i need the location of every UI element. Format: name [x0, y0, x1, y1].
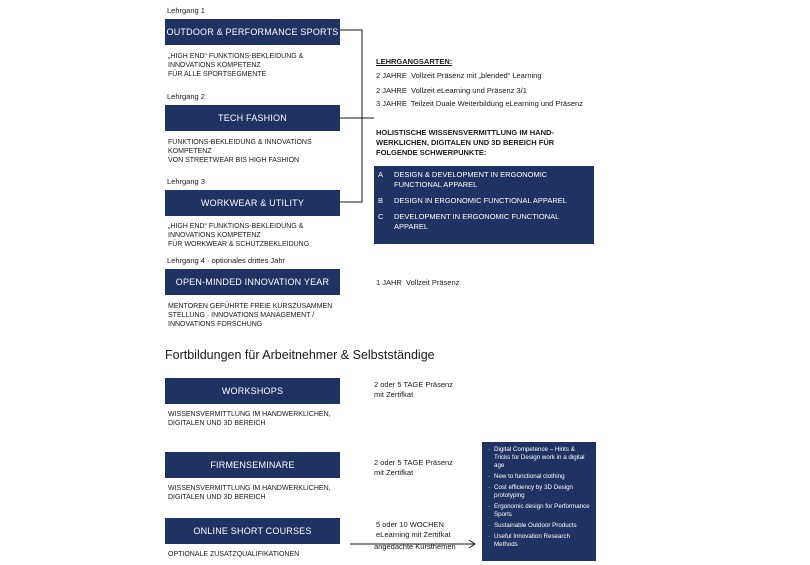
- focus-heading-line: HOLISTISCHE WISSENSVERMITTLUNG IM HAND-: [376, 128, 554, 137]
- training-box-workshops[interactable]: WORKSHOPS: [165, 378, 340, 404]
- topic-item: · Sustainable Outdoor Products: [487, 522, 591, 530]
- training-info-online-courses: [376, 520, 451, 540]
- training-desc-workshops: [168, 410, 331, 428]
- training-box-online-courses[interactable]: ONLINE SHORT COURSES: [165, 518, 340, 544]
- desc-line: INNOVATIONS KOMPETENZ: [168, 232, 261, 239]
- course-desc-4: [168, 302, 332, 329]
- desc-line: INNOVATIONS FORSCHUNG: [168, 321, 263, 328]
- duration-text: Teilzeit Duale Weiterbildung eLearning und Präsenz: [410, 99, 583, 108]
- lehrgangsarten-heading: LEHRGANGSARTEN:: [376, 57, 453, 66]
- focus-heading-line: WERKLICHEN, DIGITALEN UND 3D BEREICH FÜR: [376, 138, 555, 147]
- training-desc-firmenseminare: [168, 484, 331, 502]
- desc-line: WISSENSVERMITTLUNG IM HANDWERKLICHEN,: [168, 411, 331, 418]
- topics-panel: [482, 442, 596, 561]
- course-label-4: Lehrgang 4 · optionales drittes Jahr: [167, 256, 285, 265]
- focus-item-b: [378, 196, 588, 206]
- course-label-1: Lehrgang 1: [167, 6, 205, 15]
- course-desc-1: [168, 52, 303, 79]
- desc-line: STELLUNG · INNOVATIONS MANAGEMENT /: [168, 312, 315, 319]
- duration-text: Vollzeit eLearning und Präsenz 3/1: [411, 86, 527, 95]
- bracket-line: [340, 30, 362, 202]
- desc-line: „HIGH END“ FUNKTIONS-BEKLEIDUNG &: [168, 53, 304, 60]
- info-line: 2 oder 5 TAGE Präsenz: [374, 458, 453, 467]
- focus-item-a: [378, 170, 588, 190]
- topic-item: · Useful Innovation Research Methods: [487, 533, 591, 549]
- desc-line: FÜR WORKWEAR & SCHUTZBEKLEIDUNG: [168, 241, 310, 248]
- course-desc-3: [168, 222, 309, 249]
- lehrgangsart-row: [376, 70, 542, 82]
- focus-item-c: [378, 212, 588, 232]
- duration-text: Vollzeit Präsenz: [406, 278, 460, 287]
- topics-list: [487, 446, 591, 549]
- topic-item: · Digital Competence – Hints & Tricks for Design work in a digital age: [487, 446, 591, 470]
- duration: 1 JAHR: [376, 278, 402, 287]
- info-line: 5 oder 10 WOCHEN: [376, 520, 444, 529]
- duration: 2 JAHRE: [376, 71, 407, 80]
- training-box-firmenseminare[interactable]: FIRMENSEMINARE: [165, 452, 340, 478]
- topic-item: · Ergonomic design for Performance Sports: [487, 503, 591, 519]
- desc-line: WISSENSVERMITTLUNG IM HANDWERKLICHEN,: [168, 485, 331, 492]
- topic-item: · Cost efficiency by 3D Design prototyping: [487, 484, 591, 500]
- desc-line: FÜR ALLE SPORTSEGMENTE: [168, 71, 267, 78]
- focus-key: B: [378, 196, 384, 205]
- focus-heading: [376, 128, 554, 158]
- topic-item: · New to functional clothing: [487, 473, 591, 481]
- course-label-3: Lehrgang 3: [167, 177, 205, 186]
- info-line: mit Zertifkat: [374, 390, 414, 399]
- course-desc-2: [168, 138, 312, 165]
- focus-text: DEVELOPMENT IN ERGONOMIC FUNCTIONAL APPAREL: [394, 212, 560, 231]
- desc-line: MENTOREN GEFÜHRTE FREIE KURSZUSAMMEN: [168, 303, 333, 310]
- info-line: eLearning mit Zertifkat: [376, 530, 451, 539]
- arrow-label: angedachte Kursthemen: [374, 542, 456, 551]
- focus-text: DESIGN & DEVELOPMENT IN ERGONOMIC FUNCTIONAL APPAREL: [394, 170, 548, 189]
- info-line: mit Zertifkat: [374, 468, 414, 477]
- course-box-tech-fashion[interactable]: TECH FASHION: [165, 105, 340, 131]
- lehrgangsart-row: [376, 85, 527, 97]
- focus-heading-line: FOLGENDE SCHWERPUNKTE:: [376, 148, 487, 157]
- course-box-workwear[interactable]: WORKWEAR & UTILITY: [165, 190, 340, 216]
- training-info-workshops: [374, 380, 453, 400]
- desc-line: FUNKTIONS-BEKLEIDUNG & INNOVATIONS: [168, 139, 312, 146]
- desc-line: INNOVATIONS KOMPETENZ: [168, 62, 261, 69]
- course-box-outdoor[interactable]: OUTDOOR & PERFORMANCE SPORTS: [165, 19, 340, 45]
- desc-line: OPTIONALE ZUSATZQUALIFIKATIONEN: [168, 551, 300, 558]
- desc-line: „HIGH END“ FUNKTIONS-BEKLEIDUNG &: [168, 223, 304, 230]
- focus-key: A: [378, 170, 384, 179]
- year-note: [376, 277, 459, 289]
- info-line: 2 oder 5 TAGE Präsenz: [374, 380, 453, 389]
- desc-line: VON STREETWEAR BIS HIGH FASHION: [168, 157, 300, 164]
- focus-key: C: [378, 212, 384, 221]
- course-box-innovation-year[interactable]: OPEN-MINDED INNOVATION YEAR: [165, 269, 340, 295]
- focus-panel: [374, 166, 594, 244]
- desc-line: KOMPETENZ: [168, 148, 212, 155]
- desc-line: DIGITALEN UND 3D BEREICH: [168, 420, 266, 427]
- training-info-firmenseminare: [374, 458, 453, 478]
- focus-text: DESIGN IN ERGONOMIC FUNCTIONAL APPAREL: [394, 196, 567, 205]
- training-desc-online-courses: [168, 550, 299, 559]
- duration: 3 JAHRE: [376, 99, 407, 108]
- desc-line: DIGITALEN UND 3D BEREICH: [168, 494, 266, 501]
- lehrgangsart-row: [376, 98, 583, 110]
- course-label-2: Lehrgang 2: [167, 92, 205, 101]
- section-title: Fortbildungen für Arbeitnehmer & Selbstständige: [165, 348, 435, 362]
- duration: 2 JAHRE: [376, 86, 407, 95]
- duration-text: Vollzeit Präsenz mit „blended“ Learning: [411, 71, 542, 80]
